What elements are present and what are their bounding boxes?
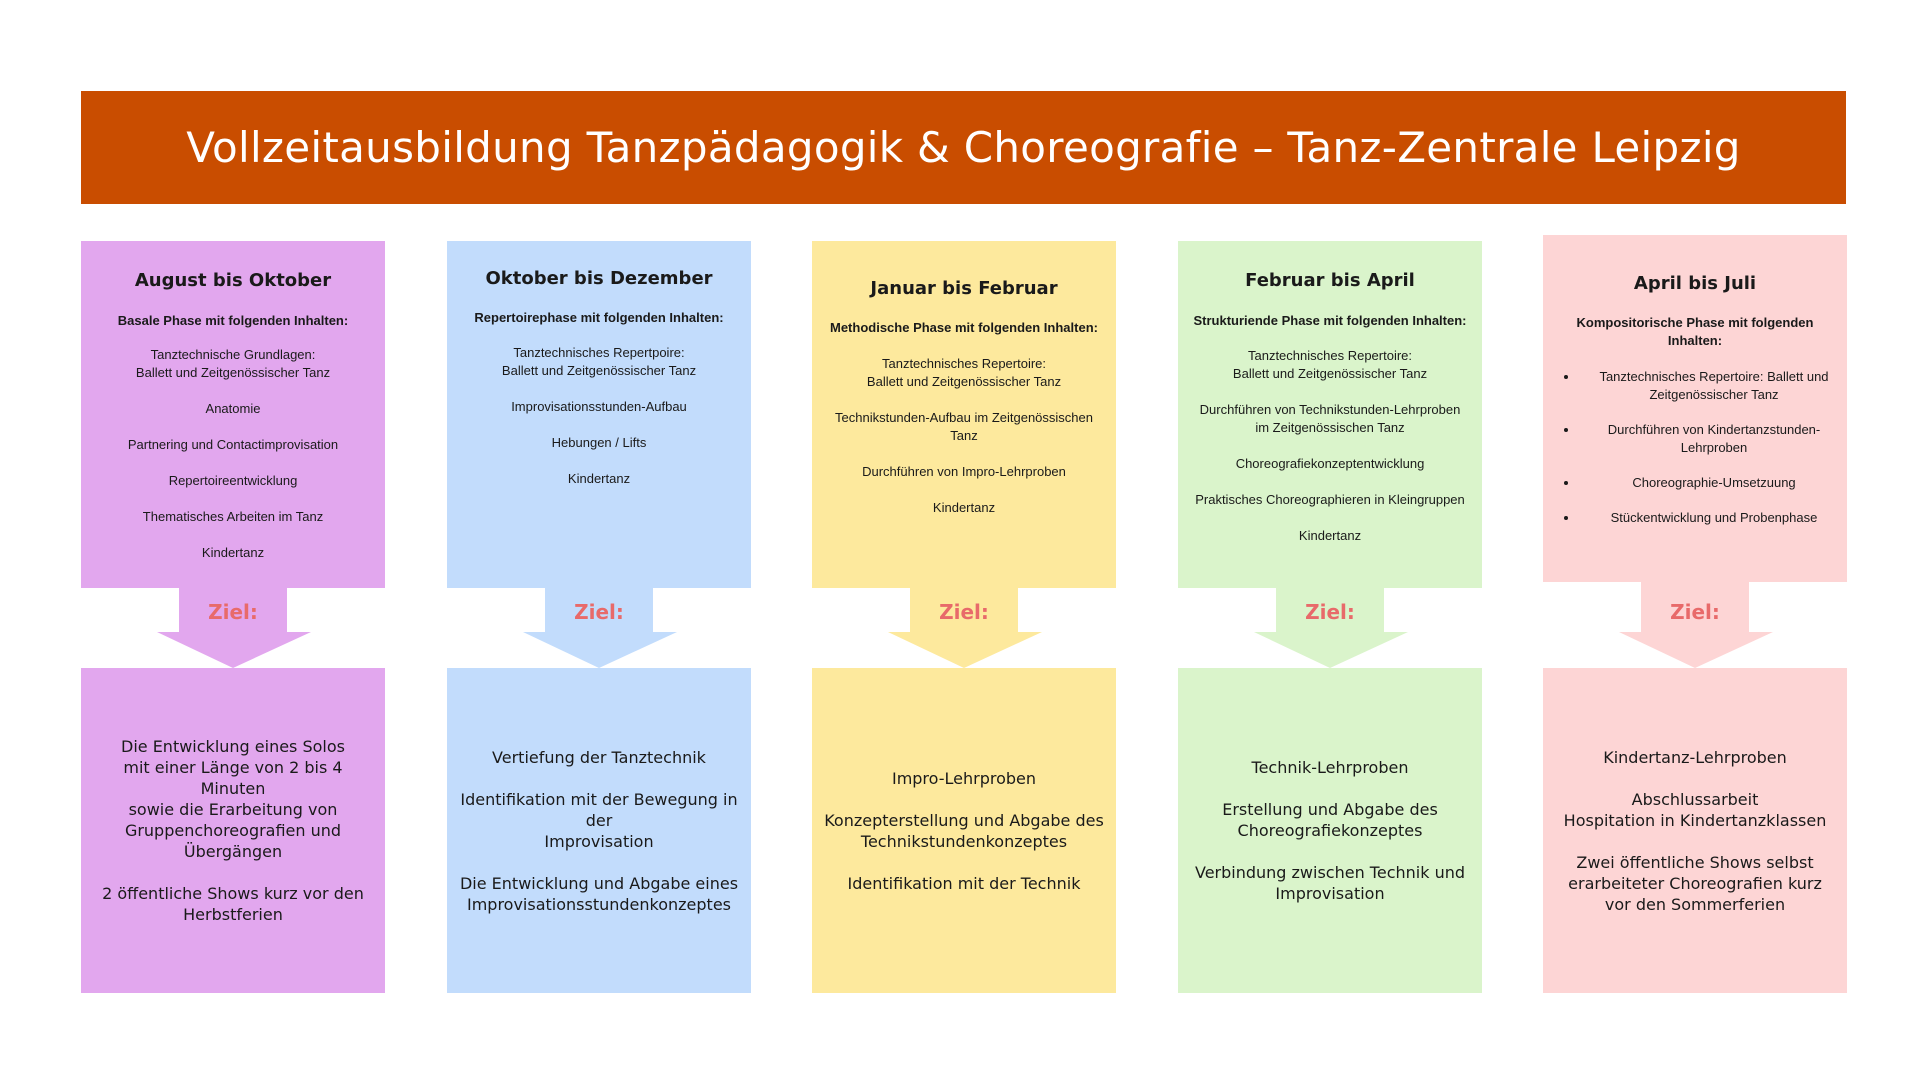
phase-content-item: Thematisches Arbeiten im Tanz [142, 509, 324, 524]
goal-item: Konzepterstellung und Abgabe des Technikstundenkonzeptes [824, 810, 1104, 851]
goal-item: Identifikation mit der Technik [847, 873, 1081, 893]
goal-item: Verbindung zwischen Technik und Improvisation [1194, 863, 1466, 903]
phase-period-title: August bis Oktober [134, 270, 332, 291]
goal-item: Die Entwicklung und Abgabe eines Improvisationsstundenkonzeptes [459, 873, 739, 914]
phase-content-item: • Tanztechnisches Repertoire: Ballett und Zeitgenössischer Tanz [1579, 368, 1843, 404]
phase-content-item: Choreografiekonzeptentwicklung [1235, 456, 1425, 471]
phase-content-list [89, 346, 377, 580]
phase-content-item: Durchführen von Technikstunden-Lehrproben im Zeitgenössischen Tanz [1199, 402, 1461, 435]
phase-box [1178, 241, 1482, 588]
phase-content-item: Hebungen / Lifts [551, 435, 647, 450]
phase-content-item: Kindertanz [1298, 528, 1362, 543]
goal-item: Zwei öffentliche Shows selbst erarbeiteter Choreografien kurz vor den Sommerferien [1568, 852, 1822, 914]
ziel-label: Ziel: [208, 600, 258, 624]
phase-content-item: Kindertanz [567, 471, 631, 486]
phase-period-title: Oktober bis Dezember [485, 268, 713, 289]
phase-box [1543, 235, 1847, 582]
phase-period-title: Februar bis April [1245, 270, 1415, 291]
phase-content-item: Anatomie [205, 401, 261, 416]
phase-content-item: Kindertanz [201, 545, 265, 560]
phase-period-title: April bis Juli [1633, 273, 1757, 294]
goal-item: Die Entwicklung eines Solos mit einer Länge von 2 bis 4 Minuten sowie die Erarbeitung von Gruppenchoreografien und Übergängen [121, 737, 345, 861]
phase-content-list [1557, 368, 1843, 544]
phase-box [81, 241, 385, 588]
phase-content-item: • Durchführen von Kindertanzstunden- Lehrproben [1579, 421, 1843, 457]
phase-content-item: Tanztechnisches Repertpoire: Ballett und Zeitgenössischer Tanz [501, 345, 697, 378]
phase-content-list [455, 344, 743, 506]
ziel-label: Ziel: [1670, 600, 1720, 624]
goal-box [812, 668, 1116, 993]
phase-content-item: Improvisationsstunden-Aufbau [511, 399, 687, 414]
phase-subtitle: Kompositorische Phase mit folgenden Inhalten: [1576, 315, 1814, 348]
ziel-label: Ziel: [1305, 600, 1355, 624]
phase-content-item: • Stückentwicklung und Probenphase [1579, 509, 1843, 527]
ziel-label: Ziel: [574, 600, 624, 624]
goal-item: Erstellung und Abgabe des Choreografiekonzeptes [1222, 800, 1438, 840]
phase-box [447, 241, 751, 588]
phase-period-title: Januar bis Februar [870, 278, 1058, 299]
phase-content-list [1186, 347, 1474, 563]
phase-content-list [820, 355, 1108, 535]
goal-item: Kindertanz-Lehrproben [1603, 747, 1787, 767]
phase-content-item: Durchführen von Impro-Lehrproben [862, 464, 1066, 479]
phase-content-item: Repertoireentwicklung [168, 473, 298, 488]
header-banner [81, 91, 1846, 204]
phase-subtitle: Basale Phase mit folgenden Inhalten: [117, 313, 349, 328]
ziel-label: Ziel: [939, 600, 989, 624]
goal-item: Technik-Lehrproben [1251, 758, 1409, 777]
goal-item: Impro-Lehrproben [891, 768, 1037, 788]
phase-content-item: Praktisches Choreographieren in Kleingruppen [1195, 492, 1465, 507]
down-arrow-icon [1543, 582, 1847, 668]
goal-box [1178, 668, 1482, 993]
goal-box [447, 668, 751, 993]
page-title: Vollzeitausbildung Tanzpädagogik & Choreografie – Tanz-Zentrale Leipzig [186, 123, 1741, 172]
phase-content-item: Kindertanz [932, 500, 996, 515]
phase-box [812, 241, 1116, 588]
goal-box [1543, 668, 1847, 993]
phase-content-item: • Choreographie-Umsetzuung [1579, 474, 1843, 492]
goal-item: Vertiefung der Tanztechnik [492, 747, 706, 767]
goal-item: Abschlussarbeit Hospitation in Kindertanzklassen [1563, 789, 1827, 830]
goal-item: 2 öffentliche Shows kurz vor den Herbstferien [102, 884, 364, 924]
phase-content-item: Tanztechnische Grundlagen: Ballett und Zeitgenössischer Tanz [135, 347, 331, 380]
phase-subtitle: Methodische Phase mit folgenden Inhalten: [830, 320, 1098, 335]
phase-content-item: Tanztechnisches Repertoire: Ballett und Zeitgenössischer Tanz [1232, 348, 1428, 381]
goal-box [81, 668, 385, 993]
phase-content-item: Tanztechnisches Repertoire: Ballett und Zeitgenössischer Tanz [866, 356, 1062, 389]
phase-content-item: Partnering und Contactimprovisation [127, 437, 339, 452]
phase-subtitle: Strukturiende Phase mit folgenden Inhalten: [1193, 313, 1467, 328]
phase-content-item: Technikstunden-Aufbau im Zeitgenössischen Tanz [835, 410, 1093, 443]
phase-subtitle: Repertoirephase mit folgenden Inhalten: [474, 310, 724, 325]
goal-item: Identifikation mit der Bewegung in der Improvisation [460, 789, 738, 851]
